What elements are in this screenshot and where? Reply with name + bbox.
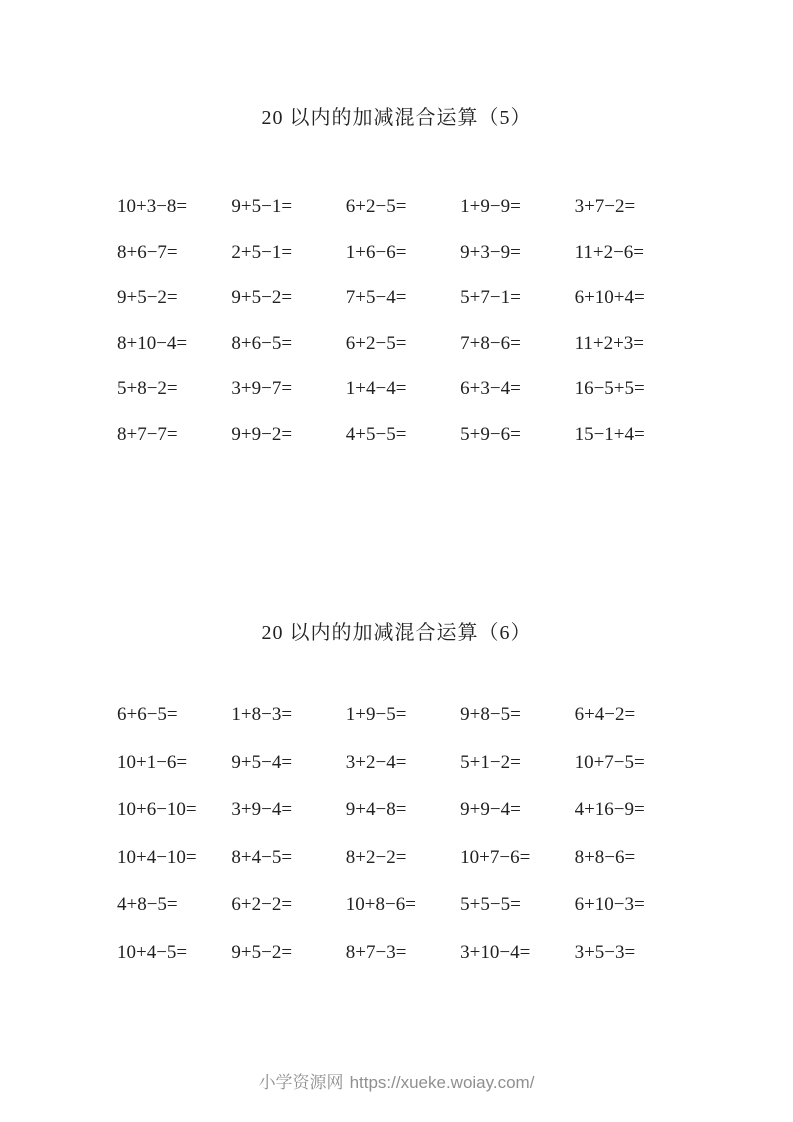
math-problem: 8+6−7=: [117, 241, 178, 263]
math-problem: 6+2−2=: [231, 894, 293, 916]
math-problem: 8+8−6=: [574, 846, 636, 868]
math-problem: 5+5−5=: [460, 894, 521, 916]
math-problem: 6+6−5=: [117, 704, 178, 725]
math-problem: 5+9−6=: [460, 423, 521, 445]
math-problem: 10+8−6=: [345, 894, 416, 916]
math-problem: 9+5−2=: [231, 941, 293, 963]
math-problem: 9+8−5=: [460, 704, 521, 725]
math-problem: 8+7−7=: [117, 423, 178, 445]
math-problem: 10+4−5=: [117, 941, 188, 963]
math-problem: 9+9−4=: [460, 799, 521, 821]
math-problem: 16−5+5=: [574, 378, 645, 400]
math-problem: 9+3−9=: [460, 241, 521, 263]
math-problem: 8+4−5=: [231, 846, 293, 868]
math-problem: 1+9−5=: [345, 704, 407, 725]
worksheet-title: 20 以内的加减混合运算（6）: [261, 622, 532, 644]
math-problem: 1+8−3=: [231, 704, 293, 725]
math-problem: 4+5−5=: [345, 423, 407, 445]
math-problem: 8+6−5=: [231, 332, 293, 354]
math-problem: 3+7−2=: [574, 196, 636, 217]
math-problem: 9+5−2=: [231, 287, 293, 309]
math-problem: 5+1−2=: [460, 751, 521, 773]
math-problem: 6+2−5=: [345, 332, 407, 354]
math-problem: 10+4−10=: [117, 846, 197, 868]
math-problem: 10+1−6=: [117, 751, 188, 773]
math-problem: 3+9−7=: [231, 378, 293, 400]
math-problem: 9+5−1=: [231, 196, 293, 217]
math-problem: 5+7−1=: [460, 287, 521, 309]
math-problem: 11+2−6=: [574, 241, 645, 263]
math-problem: 1+6−6=: [345, 241, 407, 263]
math-problem: 8+7−3=: [345, 941, 407, 963]
math-problem: 10+7−5=: [574, 751, 645, 773]
math-problem: 10+7−6=: [460, 846, 531, 868]
math-problem: 3+2−4=: [345, 751, 407, 773]
math-problem: 11+2+3=: [574, 332, 645, 354]
math-problem: 9+9−2=: [231, 423, 293, 445]
math-problem: 4+8−5=: [117, 894, 178, 916]
math-problem: 15−1+4=: [574, 423, 645, 445]
math-problem: 1+9−9=: [460, 196, 521, 217]
math-problem: 2+5−1=: [231, 241, 293, 263]
math-problem: 7+5−4=: [345, 287, 407, 309]
math-problem: 9+5−4=: [231, 751, 293, 773]
math-problem: 6+10+4=: [574, 287, 645, 309]
math-problem: 6+3−4=: [460, 378, 521, 400]
worksheet-title: 20 以内的加减混合运算（5）: [261, 107, 532, 129]
problem-grid: [117, 196, 689, 470]
math-problem: 4+16−9=: [574, 799, 645, 821]
math-problem: 7+8−6=: [460, 332, 521, 354]
math-problem: 3+5−3=: [574, 941, 636, 963]
math-problem: 3+9−4=: [231, 799, 293, 821]
footer-site-name: 小学资源网: [258, 1073, 344, 1092]
math-problem: 3+10−4=: [460, 941, 531, 963]
math-problem: 9+4−8=: [345, 799, 407, 821]
problem-grid: [117, 704, 689, 990]
footer-watermark: [0, 1068, 793, 1093]
math-problem: 10+6−10=: [117, 799, 197, 821]
math-problem: 8+2−2=: [345, 846, 407, 868]
math-problem: 6+10−3=: [574, 894, 645, 916]
math-problem: 8+10−4=: [117, 332, 188, 354]
math-problem: 6+4−2=: [574, 704, 636, 725]
math-problem: 5+8−2=: [117, 378, 178, 400]
footer-url: https://xueke.woiay.com/: [349, 1073, 535, 1092]
math-problem: 1+4−4=: [345, 378, 407, 400]
math-problem: 10+3−8=: [117, 196, 188, 217]
math-problem: 6+2−5=: [345, 196, 407, 217]
math-problem: 9+5−2=: [117, 287, 178, 309]
